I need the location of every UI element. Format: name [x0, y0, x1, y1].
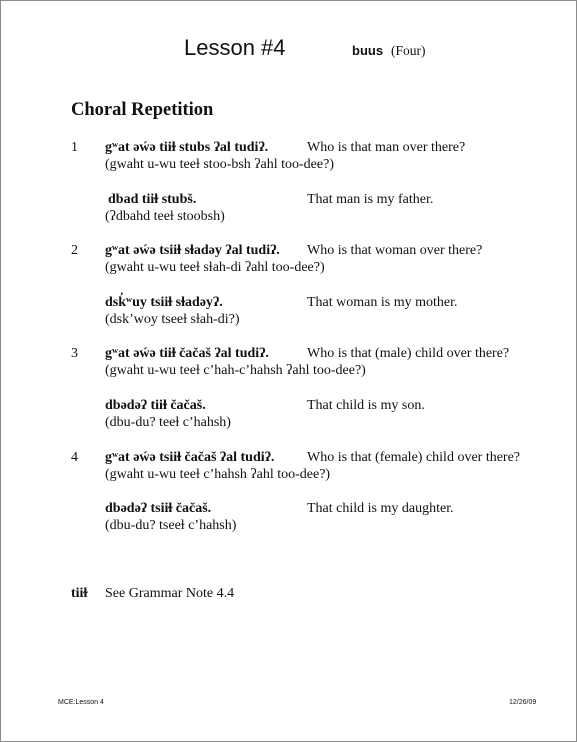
- answer-pronunciation: (dsk’woy tseeɫ sɫah-di?): [105, 312, 240, 327]
- grammar-note-reference: See Grammar Note 4.4: [105, 586, 235, 601]
- answer-lushootseed: dsk̓ʷuy tsiiɫ sɫadəyʔ.: [105, 295, 223, 310]
- answer-english: That man is my father.: [307, 192, 434, 207]
- item-number: 1: [71, 140, 78, 155]
- grammar-note-term: tiiɫ: [71, 586, 88, 601]
- answer-pronunciation: (dbu-du? tseeɫ c’hahsh): [105, 518, 237, 533]
- question-pronunciation: (gwaht u-wu teeɫ c’hahsh ʔahl too-dee?): [105, 467, 331, 482]
- question-pronunciation: (gwaht u-wu teeɫ stoo-bsh ʔahl too-dee?): [105, 157, 334, 172]
- answer-english: That woman is my mother.: [307, 295, 458, 310]
- answer-lushootseed: dbad tiiɫ stubš.: [108, 192, 197, 207]
- lesson-number-gloss: (Four): [391, 43, 426, 58]
- question-pronunciation: (gwaht u-wu teeɫ sɫah-di ʔahl too-dee?): [105, 260, 325, 275]
- lesson-number-word: buus: [352, 43, 384, 58]
- question-lushootseed: gʷat əẃə tsiiɫ čačaš ʔal tudiʔ.: [105, 450, 275, 465]
- answer-english: That child is my daughter.: [307, 501, 454, 516]
- lesson-title: Lesson #4: [184, 35, 286, 60]
- section-title: Choral Repetition: [71, 100, 214, 120]
- question-lushootseed: gʷat əẃə tsiiɫ sɫadəy ʔal tudiʔ.: [105, 243, 280, 258]
- item-number: 4: [71, 450, 78, 465]
- question-english: Who is that man over there?: [307, 140, 466, 155]
- footer-lesson-label: MCE:Lesson 4: [58, 699, 104, 706]
- question-english: Who is that (male) child over there?: [307, 346, 510, 361]
- question-lushootseed: gʷat əẃə tiiɫ stubs ʔal tudiʔ.: [105, 140, 269, 155]
- item-number: 2: [71, 243, 78, 258]
- answer-pronunciation: (dbu-du? teeɫ c’hahsh): [105, 415, 231, 430]
- answer-lushootseed: dbədəʔ tiiɫ čačaš.: [105, 398, 206, 413]
- question-lushootseed: gʷat əẃə tiiɫ čačaš ʔal tudiʔ.: [105, 346, 269, 361]
- question-english: Who is that woman over there?: [307, 243, 483, 258]
- question-english: Who is that (female) child over there?: [307, 450, 521, 465]
- question-pronunciation: (gwaht u-wu teeɫ c’hah-c’hahsh ʔahl too-dee?): [105, 363, 366, 378]
- answer-pronunciation: (ʔdbahd teeɫ stoobsh): [105, 209, 225, 224]
- answer-english: That child is my son.: [307, 398, 425, 413]
- item-number: 3: [71, 346, 78, 361]
- footer-date: 12/26/09: [509, 699, 537, 706]
- answer-lushootseed: dbədəʔ tsiiɫ čačaš.: [105, 501, 212, 516]
